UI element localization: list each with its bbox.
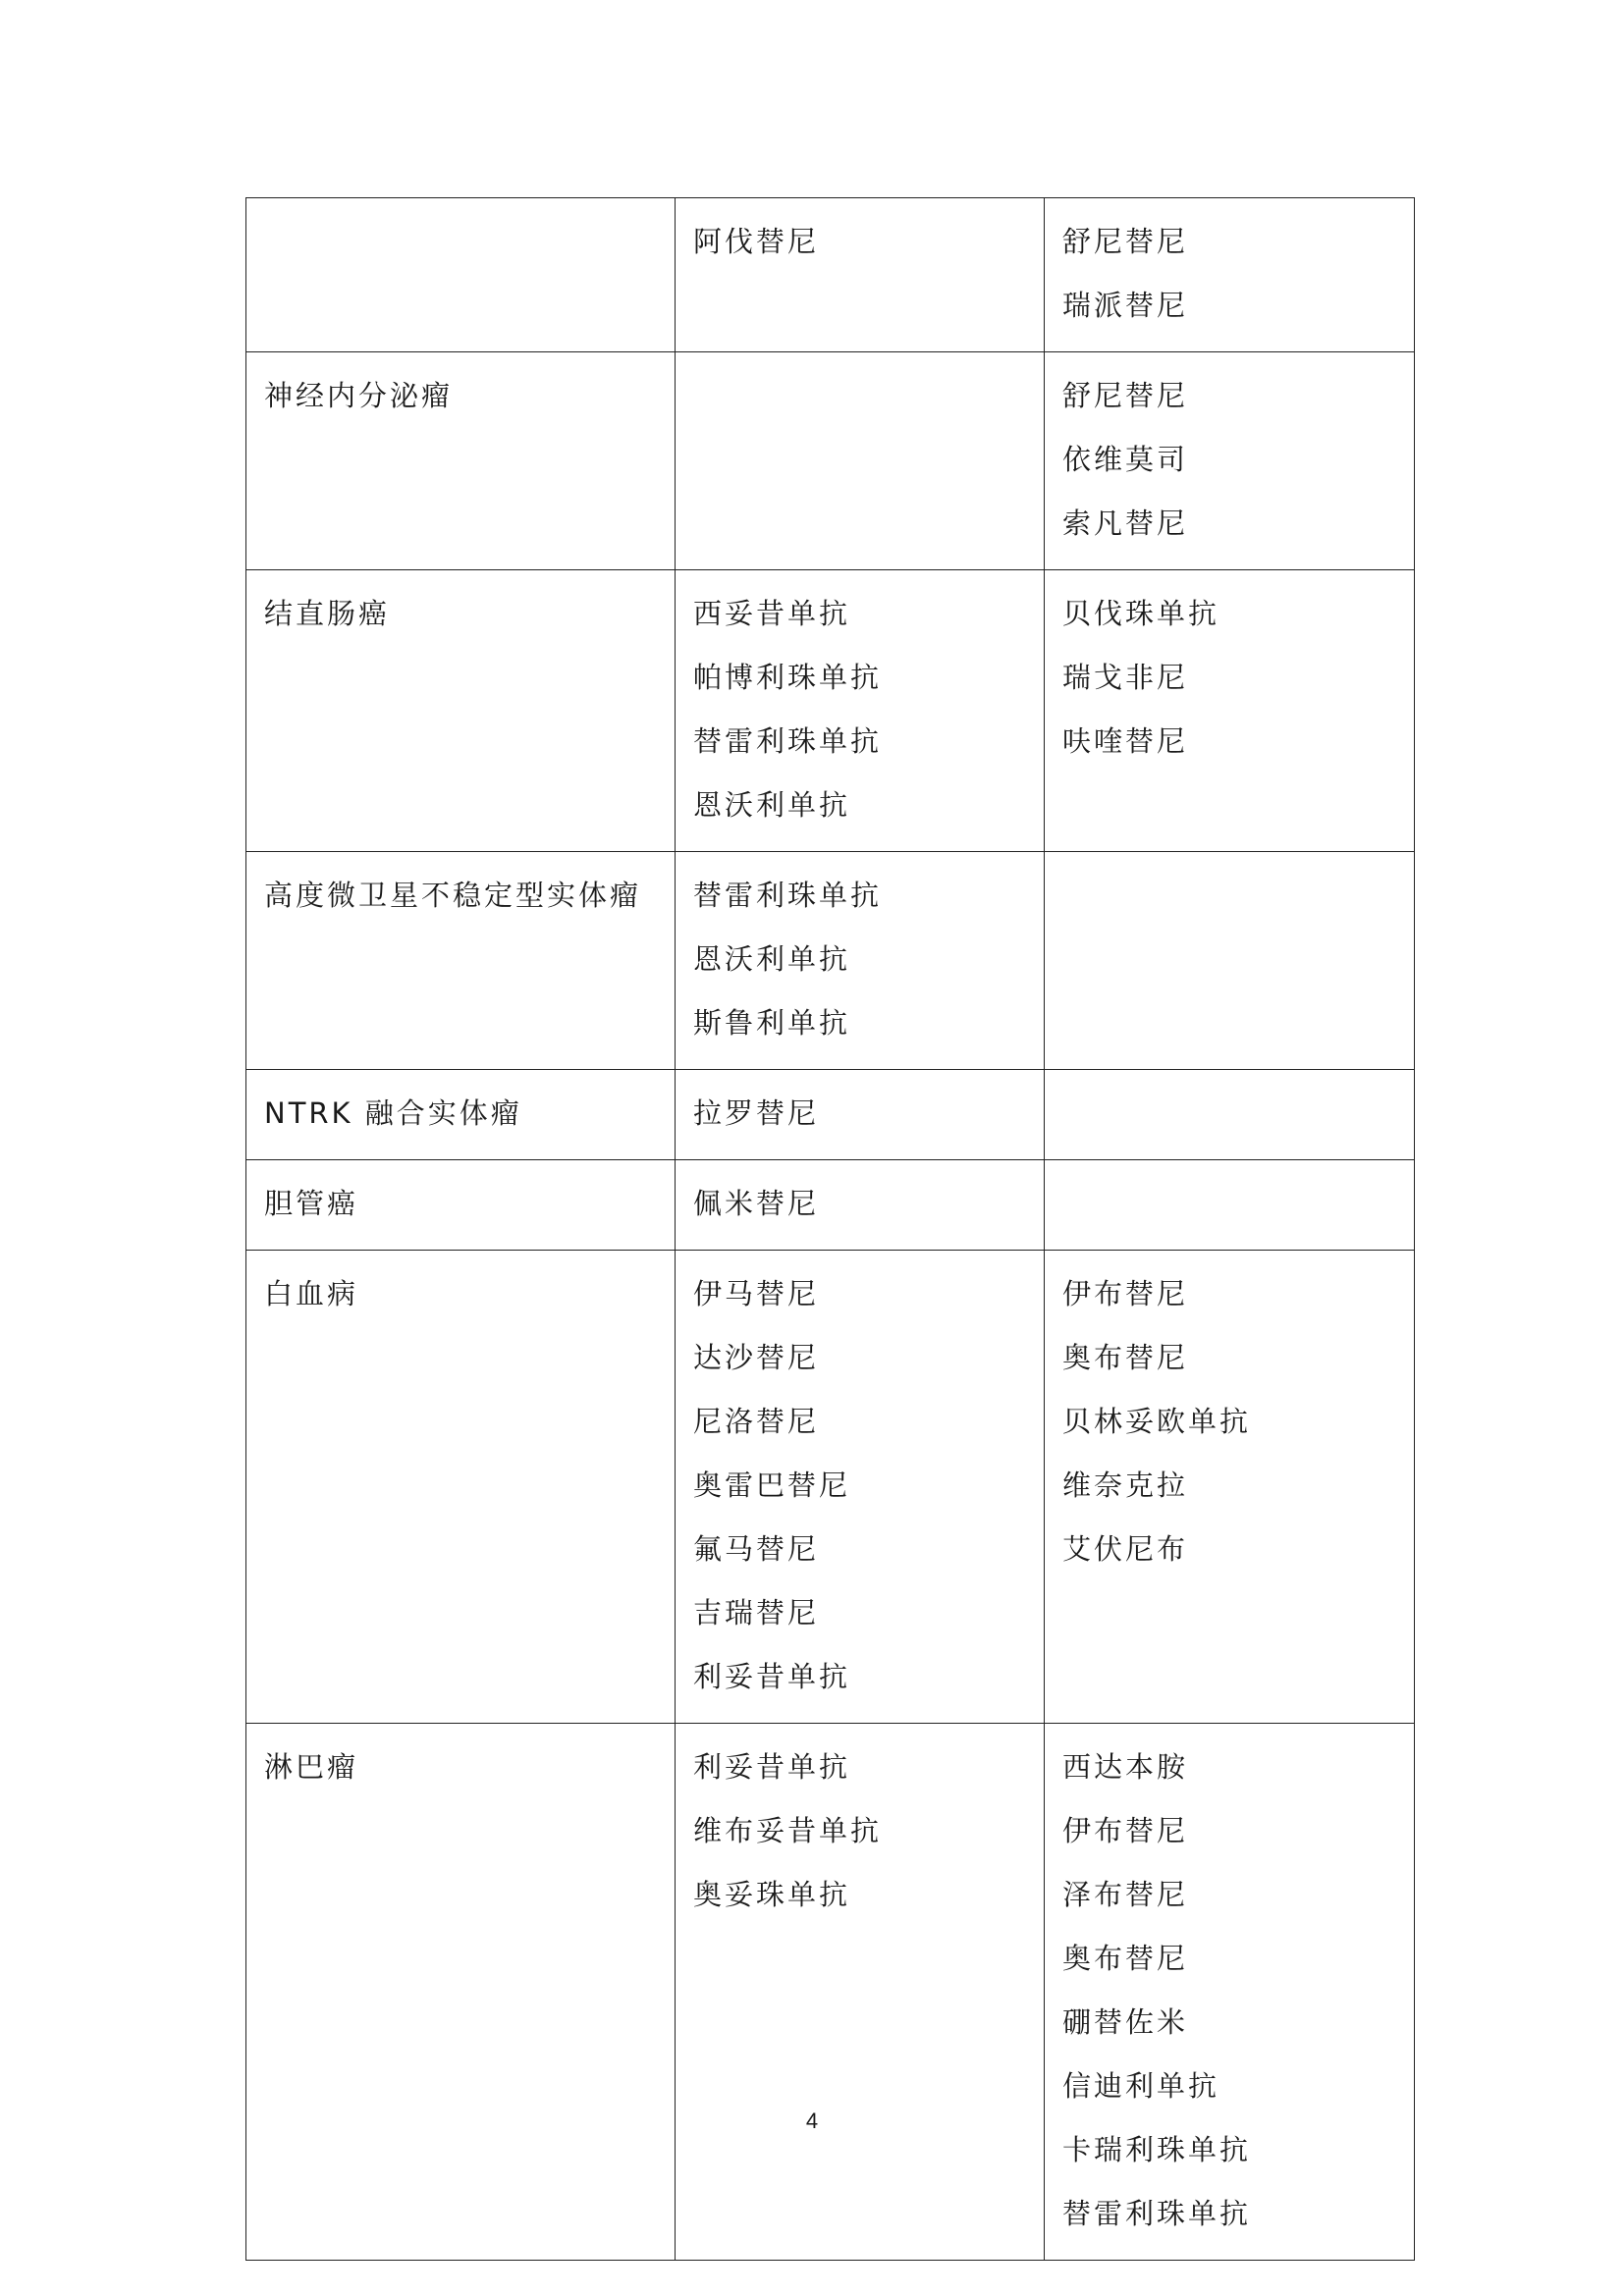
disease-name: 淋巴瘤 <box>264 1750 359 1784</box>
drug-name: 瑞戈非尼 <box>1062 661 1189 694</box>
drug-name: 替雷利珠单抗 <box>693 724 883 758</box>
drug-list-cell-b <box>1045 1724 1415 2261</box>
drug-list-cell-a <box>676 352 1045 570</box>
disease-name: 神经内分泌瘤 <box>264 379 454 412</box>
drug-name: 奥雷巴替尼 <box>693 1468 851 1502</box>
drug-list-cell-b <box>1045 1251 1415 1724</box>
drug-list-cell-a <box>676 1251 1045 1724</box>
table-row <box>246 198 1415 352</box>
disease-name <box>264 210 675 274</box>
drug-name: 索凡替尼 <box>1062 507 1189 540</box>
drug-list-cell-a <box>676 1160 1045 1251</box>
drug-name: 吉瑞替尼 <box>693 1596 820 1629</box>
drug-name: 硼替佐米 <box>1062 2005 1189 2039</box>
drug-name: 舒尼替尼 <box>1062 225 1189 258</box>
drug-name: 佩米替尼 <box>693 1187 820 1220</box>
drug-name: 奥布替尼 <box>1062 1942 1189 1975</box>
drug-list-cell-a <box>676 570 1045 852</box>
drug-name: 替雷利珠单抗 <box>693 879 883 912</box>
drug-name: 信迪利单抗 <box>1062 2069 1220 2103</box>
drug-name: 维奈克拉 <box>1062 1468 1189 1502</box>
drug-name: 贝伐珠单抗 <box>1062 597 1220 630</box>
disease-cell <box>246 1251 676 1724</box>
drug-name: 瑞派替尼 <box>1062 289 1189 322</box>
table-row <box>246 1160 1415 1251</box>
drug-list-cell-b <box>1045 352 1415 570</box>
drug-list-cell-a <box>676 1070 1045 1160</box>
drug-name: 阿伐替尼 <box>693 225 820 258</box>
drug-list-cell-b <box>1045 852 1415 1070</box>
disease-name: 高度微卫星不稳定型实体瘤 <box>264 879 642 912</box>
drug-name: 达沙替尼 <box>693 1341 820 1374</box>
drug-name: 氟马替尼 <box>693 1532 820 1566</box>
drug-name: 西妥昔单抗 <box>693 597 851 630</box>
disease-cell <box>246 1724 676 2261</box>
disease-cell <box>246 352 676 570</box>
drug-name: 恩沃利单抗 <box>693 788 851 822</box>
drug-name: 舒尼替尼 <box>1062 379 1189 412</box>
disease-cell <box>246 1070 676 1160</box>
drug-list-cell-b <box>1045 1070 1415 1160</box>
drug-name: 维布妥昔单抗 <box>693 1814 883 1847</box>
drug-name: 替雷利珠单抗 <box>1062 2197 1252 2230</box>
drug-name: 泽布替尼 <box>1062 1878 1189 1911</box>
disease-name: NTRK 融合实体瘤 <box>264 1096 522 1130</box>
drug-list-cell-b <box>1045 198 1415 352</box>
drug-name: 依维莫司 <box>1062 443 1189 476</box>
disease-cell <box>246 198 676 352</box>
disease-cell <box>246 570 676 852</box>
drug-name: 斯鲁利单抗 <box>693 1006 851 1040</box>
drug-name: 利妥昔单抗 <box>693 1660 851 1693</box>
disease-name: 白血病 <box>264 1277 359 1310</box>
drug-name: 奥妥珠单抗 <box>693 1878 851 1911</box>
disease-name: 胆管癌 <box>264 1187 359 1220</box>
drug-name: 艾伏尼布 <box>1062 1532 1189 1566</box>
empty-line <box>693 364 1044 428</box>
empty-line <box>1062 1082 1414 1146</box>
drug-name: 西达本胺 <box>1062 1750 1189 1784</box>
table-row <box>246 352 1415 570</box>
drug-list-cell-b <box>1045 570 1415 852</box>
drug-list-cell-a <box>676 1724 1045 2261</box>
table-row <box>246 852 1415 1070</box>
drug-list-cell-b <box>1045 1160 1415 1251</box>
table-row <box>246 1724 1415 2261</box>
drug-name: 呋喹替尼 <box>1062 724 1189 758</box>
drug-name: 贝林妥欧单抗 <box>1062 1405 1252 1438</box>
disease-cell <box>246 852 676 1070</box>
table-row <box>246 1070 1415 1160</box>
drug-name: 伊布替尼 <box>1062 1277 1189 1310</box>
drug-list-cell-a <box>676 198 1045 352</box>
empty-line <box>1062 1172 1414 1236</box>
drug-table-body <box>246 198 1415 2261</box>
drug-name: 拉罗替尼 <box>693 1096 820 1130</box>
drug-name: 尼洛替尼 <box>693 1405 820 1438</box>
drug-table <box>245 197 1415 2261</box>
table-row <box>246 570 1415 852</box>
table-row <box>246 1251 1415 1724</box>
disease-cell <box>246 1160 676 1251</box>
drug-name: 帕博利珠单抗 <box>693 661 883 694</box>
drug-list-cell-a <box>676 852 1045 1070</box>
drug-name: 伊马替尼 <box>693 1277 820 1310</box>
drug-name: 恩沃利单抗 <box>693 942 851 976</box>
drug-name: 奥布替尼 <box>1062 1341 1189 1374</box>
drug-name: 卡瑞利珠单抗 <box>1062 2133 1252 2166</box>
drug-name: 伊布替尼 <box>1062 1814 1189 1847</box>
page-number: 4 <box>805 2109 819 2133</box>
drug-name: 利妥昔单抗 <box>693 1750 851 1784</box>
empty-line <box>1062 864 1414 928</box>
disease-name: 结直肠癌 <box>264 597 391 630</box>
